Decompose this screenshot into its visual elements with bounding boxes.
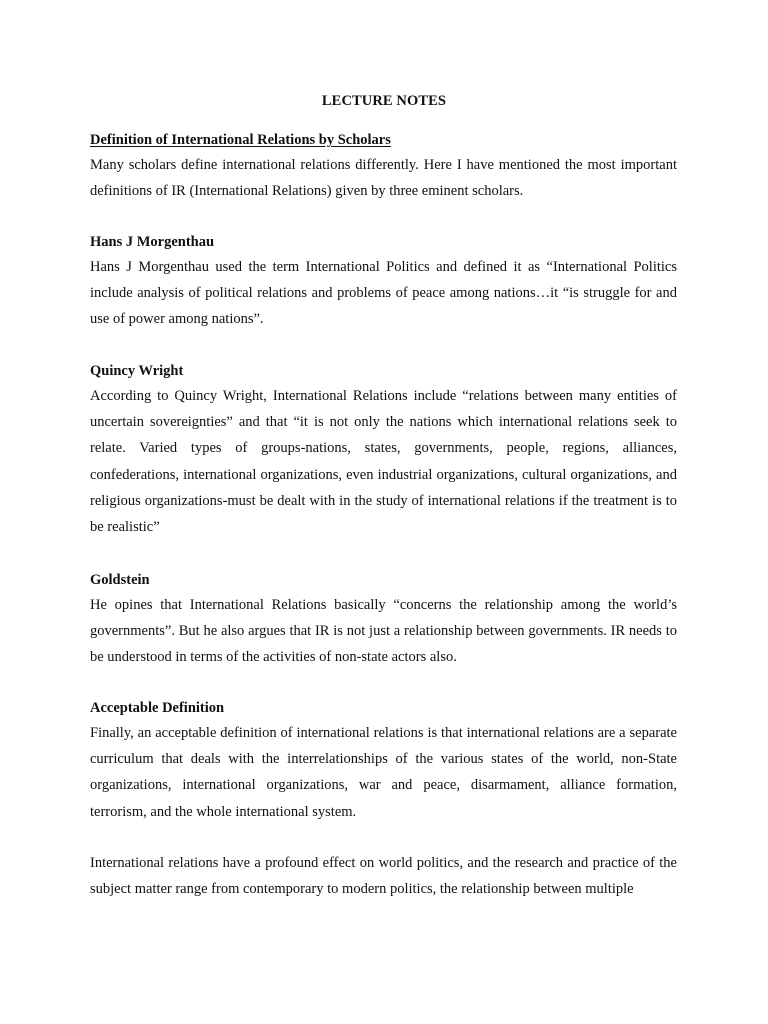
quincy-wright-paragraph: According to Quincy Wright, International Relations include “relations between many entities of uncertain sovereignties” and that “it is not only the nations which international relations seek to relate. Varied types of groups-nations, states, governments, people, regions, alliances, confederations, international organizations, even industrial organizations, cultural organizations, and religious organizations-must be dealt with in the study of international relations if the treatment is to be realistic” [90, 388, 677, 536]
section-heading: Definition of International Relations by Scholars [90, 132, 391, 148]
acceptable-definition-paragraph: Finally, an acceptable definition of international relations is that international relations are a separate curriculum that deals with the interrelationships of the various states of the world, non-State organizations, international organizations, war and peace, disarmament, alliance formation, terrorism, and the whole international system. [90, 725, 677, 820]
closing-paragraph: International relations have a profound effect on world politics, and the research and practice of the subject matter range from contemporary to modern politics, the relationship between multiple [90, 855, 677, 898]
section-closing [90, 850, 677, 902]
section-definition [90, 130, 677, 204]
goldstein-heading: Goldstein [90, 572, 150, 588]
document-title: LECTURE NOTES [321, 93, 447, 109]
goldstein-paragraph: He opines that International Relations basically “concerns the relationship among the world’s governments”. But he also argues that IR is not just a relationship between governments. IR needs to be understood in terms of the activities of non-state actors also. [90, 597, 677, 666]
section-acceptable-definition [90, 698, 677, 825]
quincy-wright-heading: Quincy Wright [90, 363, 184, 379]
morgenthau-paragraph: Hans J Morgenthau used the term International Politics and defined it as “International Politics include analysis of political relations and problems of peace among nations…it “is struggle for and use of power among nations”. [90, 259, 677, 328]
section-quincy-wright [90, 361, 677, 540]
section-morgenthau [90, 232, 677, 333]
morgenthau-heading: Hans J Morgenthau [90, 234, 215, 250]
intro-paragraph: Many scholars define international relations differently. Here I have mentioned the most important definitions of IR (International Relations) given by three eminent scholars. [90, 157, 677, 200]
section-goldstein [90, 570, 677, 671]
acceptable-definition-heading: Acceptable Definition [90, 700, 225, 716]
